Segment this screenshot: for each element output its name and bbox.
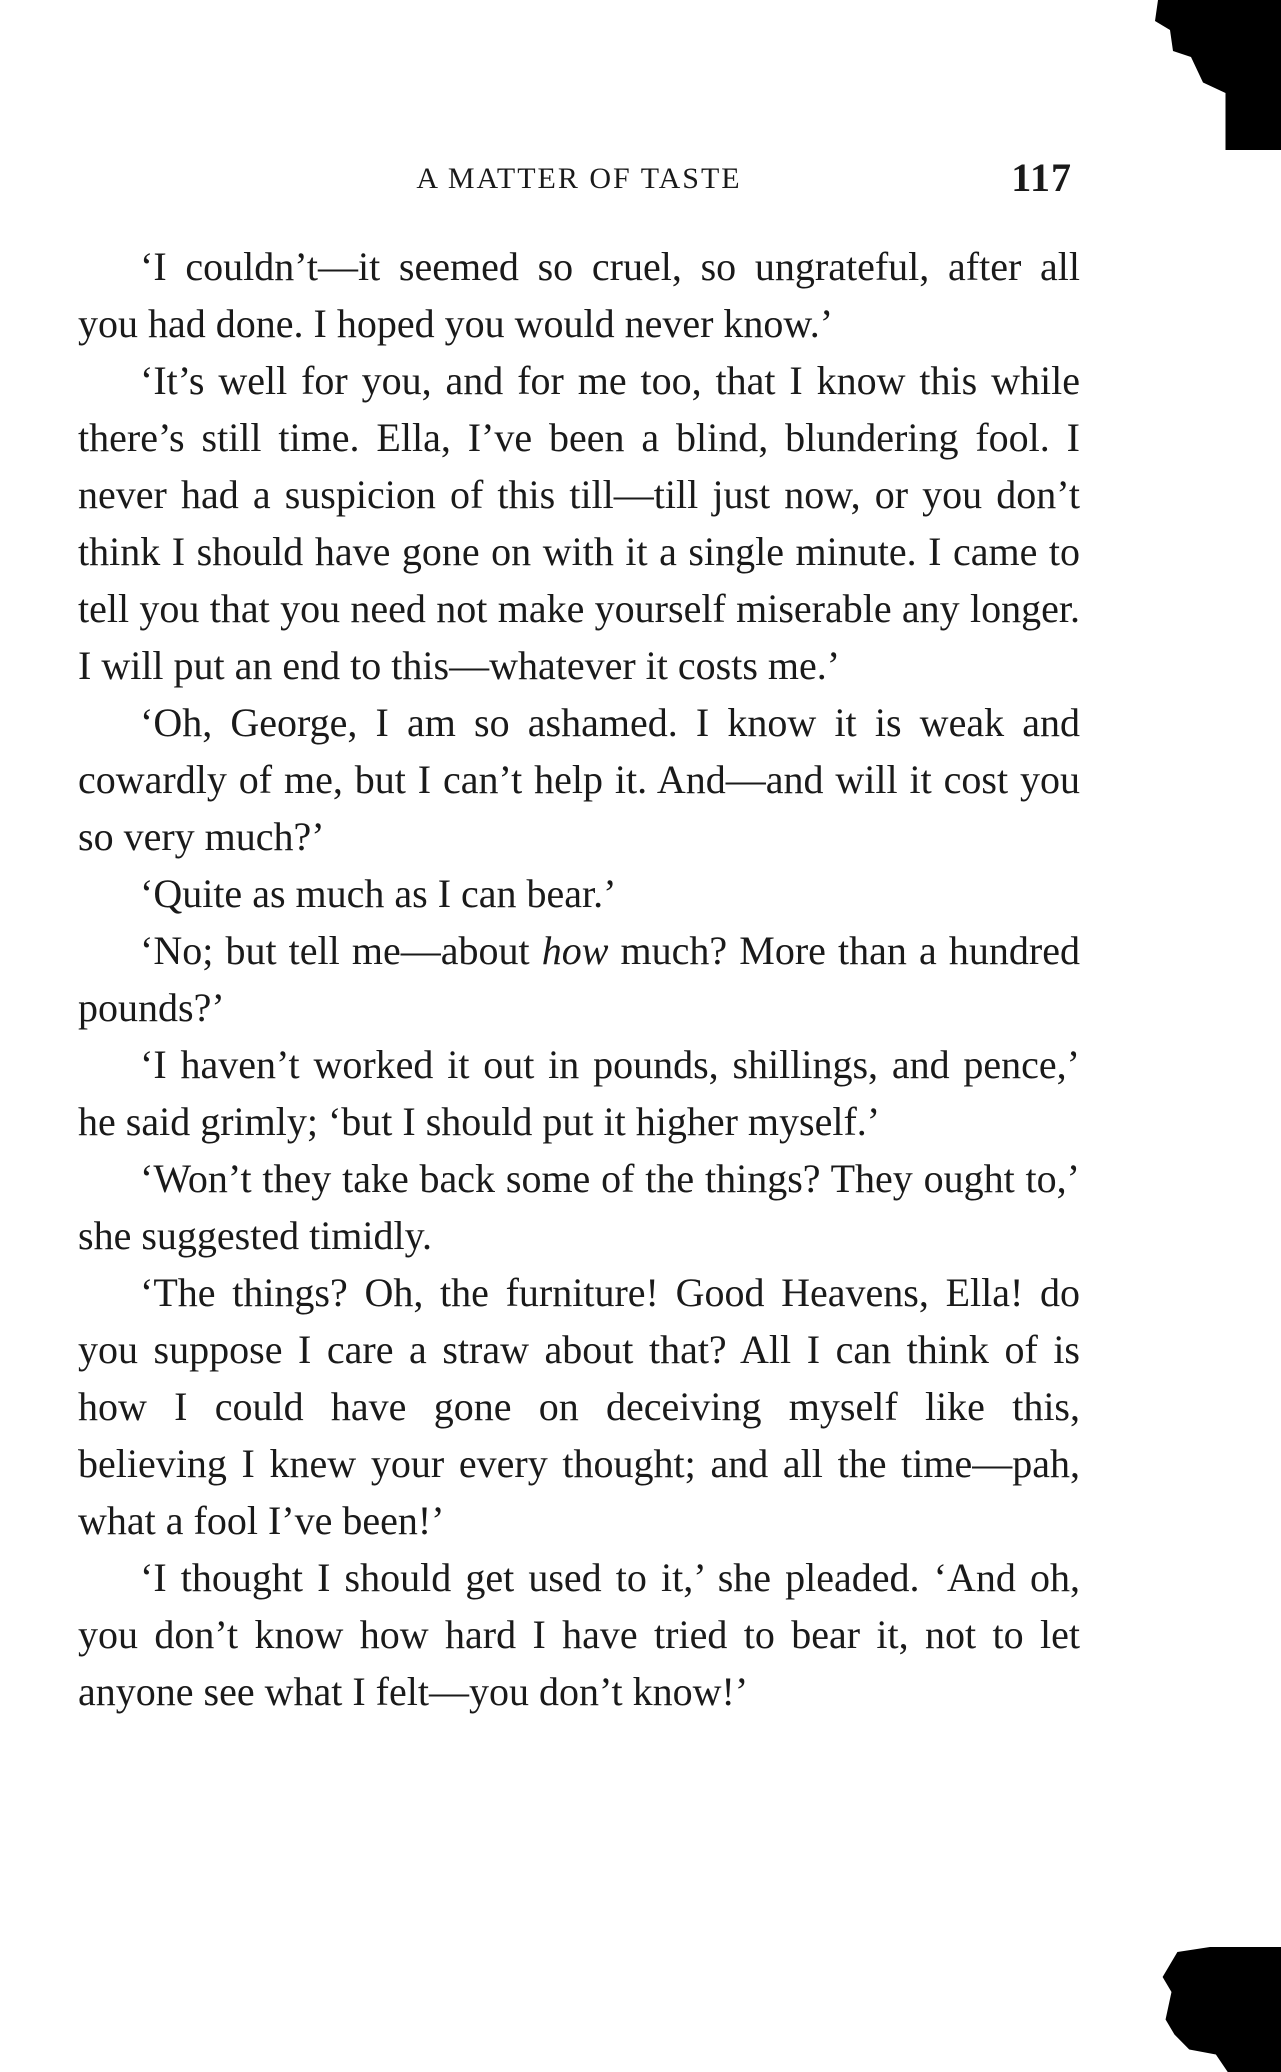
paragraph: ‘I haven’t worked it out in pounds, shillings, and pence,’ he said grimly; ‘but I should put it higher myself.’: [78, 1042, 1080, 1144]
page-edge-shadow-bottom: [1133, 1947, 1281, 2072]
page-header: [78, 152, 1080, 202]
page-edge-shadow-top: [1131, 0, 1281, 150]
paragraph: ‘Quite as much as I can bear.’: [140, 871, 617, 916]
paragraph: ‘The things? Oh, the furniture! Good Heavens, Ella! do you suppose I care a straw about that? All I can think of is how I could have gone on deceiving myself like this, believing I knew your every thought; and all the time—pah, what a fool I’ve been!’: [78, 1270, 1080, 1543]
paragraph: ‘It’s well for you, and for me too, that I know this while there’s still time. Ella, I’ve been a blind, blundering fool. I never had a suspicion of this till—till just now, or you don’t think I should have gone on with it a single minute. I came to tell you that you need not make yourself miserable any longer. I will put an end to this—whatever it costs me.’: [78, 358, 1080, 688]
paragraph: [78, 922, 1080, 1036]
paragraph: ‘I thought I should get used to it,’ she pleaded. ‘And oh, you don’t know how hard I have tried to bear it, not to let anyone see what I felt—you don’t know!’: [78, 1555, 1080, 1714]
paragraph-text: ‘No; but tell me—about: [140, 928, 542, 973]
paragraph: ‘I couldn’t—it seemed so cruel, so ungrateful, after all you had done. I hoped you would never know.’: [78, 244, 1080, 346]
paragraph: ‘Oh, George, I am so ashamed. I know it is weak and cowardly of me, but I can’t help it. And—and will it cost you so very much?’: [78, 700, 1080, 859]
page-number: 117: [1011, 155, 1072, 200]
running-title: A MATTER OF TASTE: [416, 162, 742, 195]
paragraph: ‘Won’t they take back some of the things? They ought to,’ she suggested timidly.: [78, 1156, 1080, 1258]
body-text: [78, 238, 1080, 1720]
paragraph-text: much? More than a hundred pounds?’: [78, 928, 1080, 1030]
emphasis-text: how: [541, 928, 609, 973]
